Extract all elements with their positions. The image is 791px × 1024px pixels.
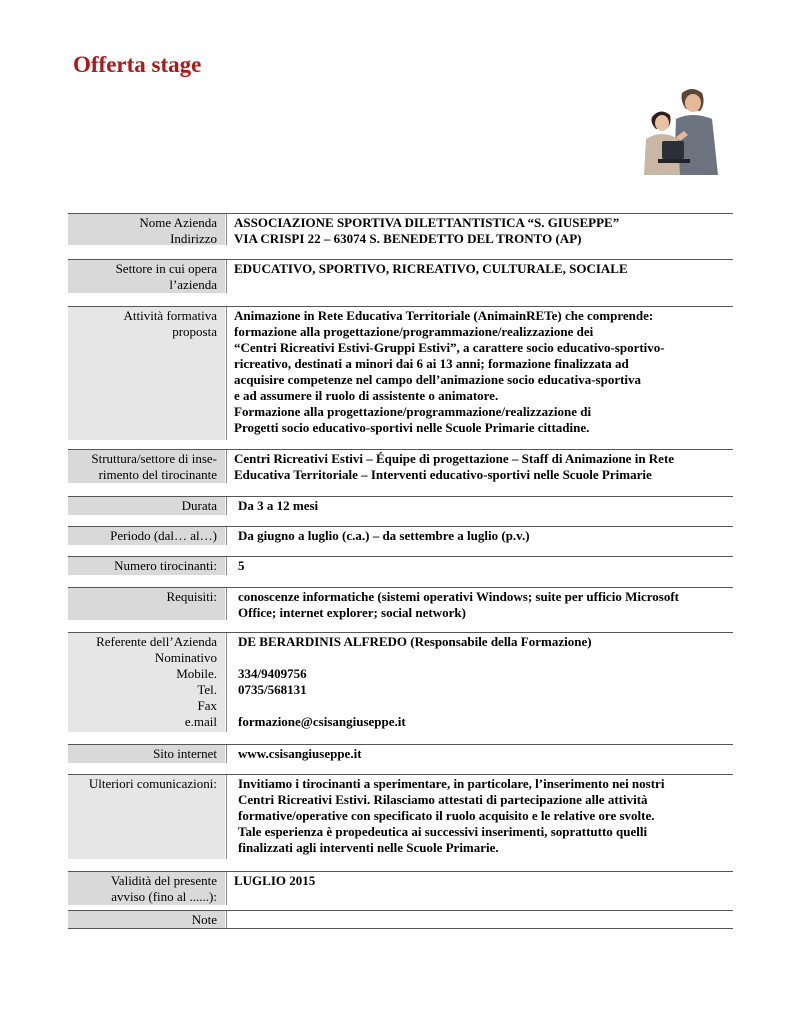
value-attivita-line: formazione alla progettazione/programmazione/realizzazione dei bbox=[234, 324, 594, 339]
value-durata: Da 3 a 12 mesi bbox=[238, 498, 319, 513]
value-cell bbox=[238, 589, 731, 621]
label-cell bbox=[68, 557, 225, 575]
label-settore-2: l’azienda bbox=[169, 277, 217, 292]
value-attivita-line: Animazione in Rete Educativa Territoriale (AnimainRETe) che comprende: bbox=[234, 308, 654, 323]
row-periodo bbox=[68, 526, 733, 545]
label-nome-azienda: Nome Azienda bbox=[139, 215, 217, 230]
value-nominativo bbox=[238, 650, 731, 666]
value-cell bbox=[234, 451, 731, 483]
row-referente bbox=[68, 632, 733, 732]
label-attivita: Attività formativa bbox=[123, 308, 217, 323]
value-struttura-line: Centri Ricreativi Estivi – Équipe di progettazione – Staff di Animazione in Rete bbox=[234, 451, 675, 466]
value-cell bbox=[234, 308, 731, 436]
page-title: Offerta stage bbox=[73, 52, 202, 77]
value-requisiti-line: Office; internet explorer; social network) bbox=[238, 605, 466, 620]
value-fax bbox=[238, 698, 731, 714]
label-cell bbox=[68, 450, 225, 483]
value-cell bbox=[234, 873, 731, 889]
row-sito-internet bbox=[68, 744, 733, 763]
label-cell bbox=[68, 633, 225, 732]
value-indirizzo: VIA CRISPI 22 – 63074 S. BENEDETTO DEL TRONTO (AP) bbox=[234, 231, 582, 246]
value-attivita-line: acquisire competenze nel campo dell’animazione socio educativa-sportiva bbox=[234, 372, 642, 387]
value-cell bbox=[238, 528, 731, 544]
label-sito: Sito internet bbox=[153, 746, 217, 761]
row-nome-azienda bbox=[68, 213, 733, 245]
label-validita: Validità del presente bbox=[110, 873, 217, 888]
value-struttura-line: Educativa Territoriale – Interventi educativo-sportivi nelle Scuole Primarie bbox=[234, 467, 652, 482]
label-indirizzo: Indirizzo bbox=[170, 231, 217, 246]
value-cell bbox=[238, 776, 731, 856]
value-attivita-line: Progetti socio educativo-sportivi nelle Scuole Primarie cittadine. bbox=[234, 420, 590, 435]
row-attivita-formativa bbox=[68, 306, 733, 440]
label-tel: Tel. bbox=[197, 682, 217, 697]
label-struttura: Struttura/settore di inse- bbox=[91, 451, 217, 466]
label-cell bbox=[68, 872, 225, 905]
value-cell bbox=[238, 498, 731, 514]
label-cell bbox=[68, 497, 225, 515]
row-durata bbox=[68, 496, 733, 515]
value-attivita-line: e ad assumere il ruolo di assistente o animatore. bbox=[234, 388, 499, 403]
label-note: Note bbox=[191, 912, 217, 927]
label-requisiti: Requisiti: bbox=[166, 589, 217, 604]
value-cell bbox=[234, 215, 731, 247]
value-numero: 5 bbox=[238, 558, 245, 573]
value-cell bbox=[238, 634, 731, 730]
value-ulteriori-line: Invitiamo i tirocinanti a sperimentare, in particolare, l’inserimento nei nostri bbox=[238, 776, 665, 791]
label-periodo: Periodo (dal… al…) bbox=[110, 528, 217, 543]
value-cell bbox=[238, 558, 731, 574]
table-bottom-rule bbox=[68, 928, 733, 929]
value-ulteriori-line: finalizzati agli interventi nelle Scuole Primarie. bbox=[238, 840, 499, 855]
label-cell bbox=[68, 214, 225, 245]
label-cell bbox=[68, 307, 225, 440]
label-mobile: Mobile. bbox=[176, 666, 217, 681]
value-periodo: Da giugno a luglio (c.a.) – da settembre a luglio (p.v.) bbox=[238, 528, 530, 543]
label-referente: Referente dell’Azienda bbox=[96, 634, 217, 649]
label-cell bbox=[68, 745, 225, 763]
value-nome-azienda: ASSOCIAZIONE SPORTIVA DILETTANTISTICA “S. GIUSEPPE” bbox=[234, 215, 620, 230]
label-ulteriori: Ulteriori comunicazioni: bbox=[88, 776, 217, 791]
label-cell bbox=[68, 588, 225, 620]
value-settore: EDUCATIVO, SPORTIVO, RICREATIVO, CULTURALE, SOCIALE bbox=[234, 261, 628, 276]
label-fax: Fax bbox=[197, 698, 217, 713]
row-validita bbox=[68, 871, 733, 905]
row-note bbox=[68, 910, 733, 929]
label-cell bbox=[68, 527, 225, 545]
row-requisiti bbox=[68, 587, 733, 620]
label-settore: Settore in cui opera bbox=[115, 261, 217, 276]
value-sito[interactable]: www.csisangiuseppe.it bbox=[238, 746, 362, 761]
label-numero: Numero tirocinanti: bbox=[114, 558, 217, 573]
label-email: e.mail bbox=[184, 714, 217, 729]
label-validita-2: avviso (fino al ......): bbox=[111, 889, 217, 904]
value-ulteriori-line: formative/operative con specificato il ruolo acquisito e le relative ore svolte. bbox=[238, 808, 655, 823]
label-attivita-2: proposta bbox=[172, 324, 217, 339]
label-cell bbox=[68, 260, 225, 293]
value-referente: DE BERARDINIS ALFREDO (Responsabile della Formazione) bbox=[238, 634, 592, 649]
label-durata: Durata bbox=[181, 498, 217, 513]
value-attivita-line: Formazione alla progettazione/programmazione/realizzazione di bbox=[234, 404, 592, 419]
label-nominativo: Nominativo bbox=[154, 650, 217, 665]
row-numero-tirocinanti bbox=[68, 556, 733, 575]
value-attivita-line: “Centri Ricreativi Estivi-Gruppi Estivi”, a carattere socio educativo-sportivo- bbox=[234, 340, 665, 355]
label-struttura-2: rimento del tirocinante bbox=[98, 467, 217, 482]
label-cell bbox=[68, 775, 225, 859]
value-requisiti-line: conoscenze informatiche (sistemi operativi Windows; suite per ufficio Microsoft bbox=[238, 589, 679, 604]
row-settore bbox=[68, 259, 733, 293]
value-email: formazione@csisangiuseppe.it bbox=[238, 714, 406, 729]
value-cell bbox=[234, 261, 731, 277]
label-cell bbox=[68, 911, 225, 929]
value-ulteriori-line: Tale esperienza è propedeutica ai successivi inserimenti, soprattutto quelli bbox=[238, 824, 648, 839]
row-ulteriori-comunicazioni bbox=[68, 774, 733, 859]
people-at-computer-photo bbox=[640, 79, 720, 175]
value-ulteriori-line: Centri Ricreativi Estivi. Rilasciamo attestati di partecipazione alle attività bbox=[238, 792, 648, 807]
value-cell bbox=[238, 746, 731, 762]
value-validita: LUGLIO 2015 bbox=[234, 873, 316, 888]
row-struttura bbox=[68, 449, 733, 483]
value-tel: 0735/568131 bbox=[238, 682, 307, 697]
value-attivita-line: ricreativo, destinati a minori dai 6 ai 13 anni; formazione finalizzata ad bbox=[234, 356, 629, 371]
value-mobile: 334/9409756 bbox=[238, 666, 307, 681]
